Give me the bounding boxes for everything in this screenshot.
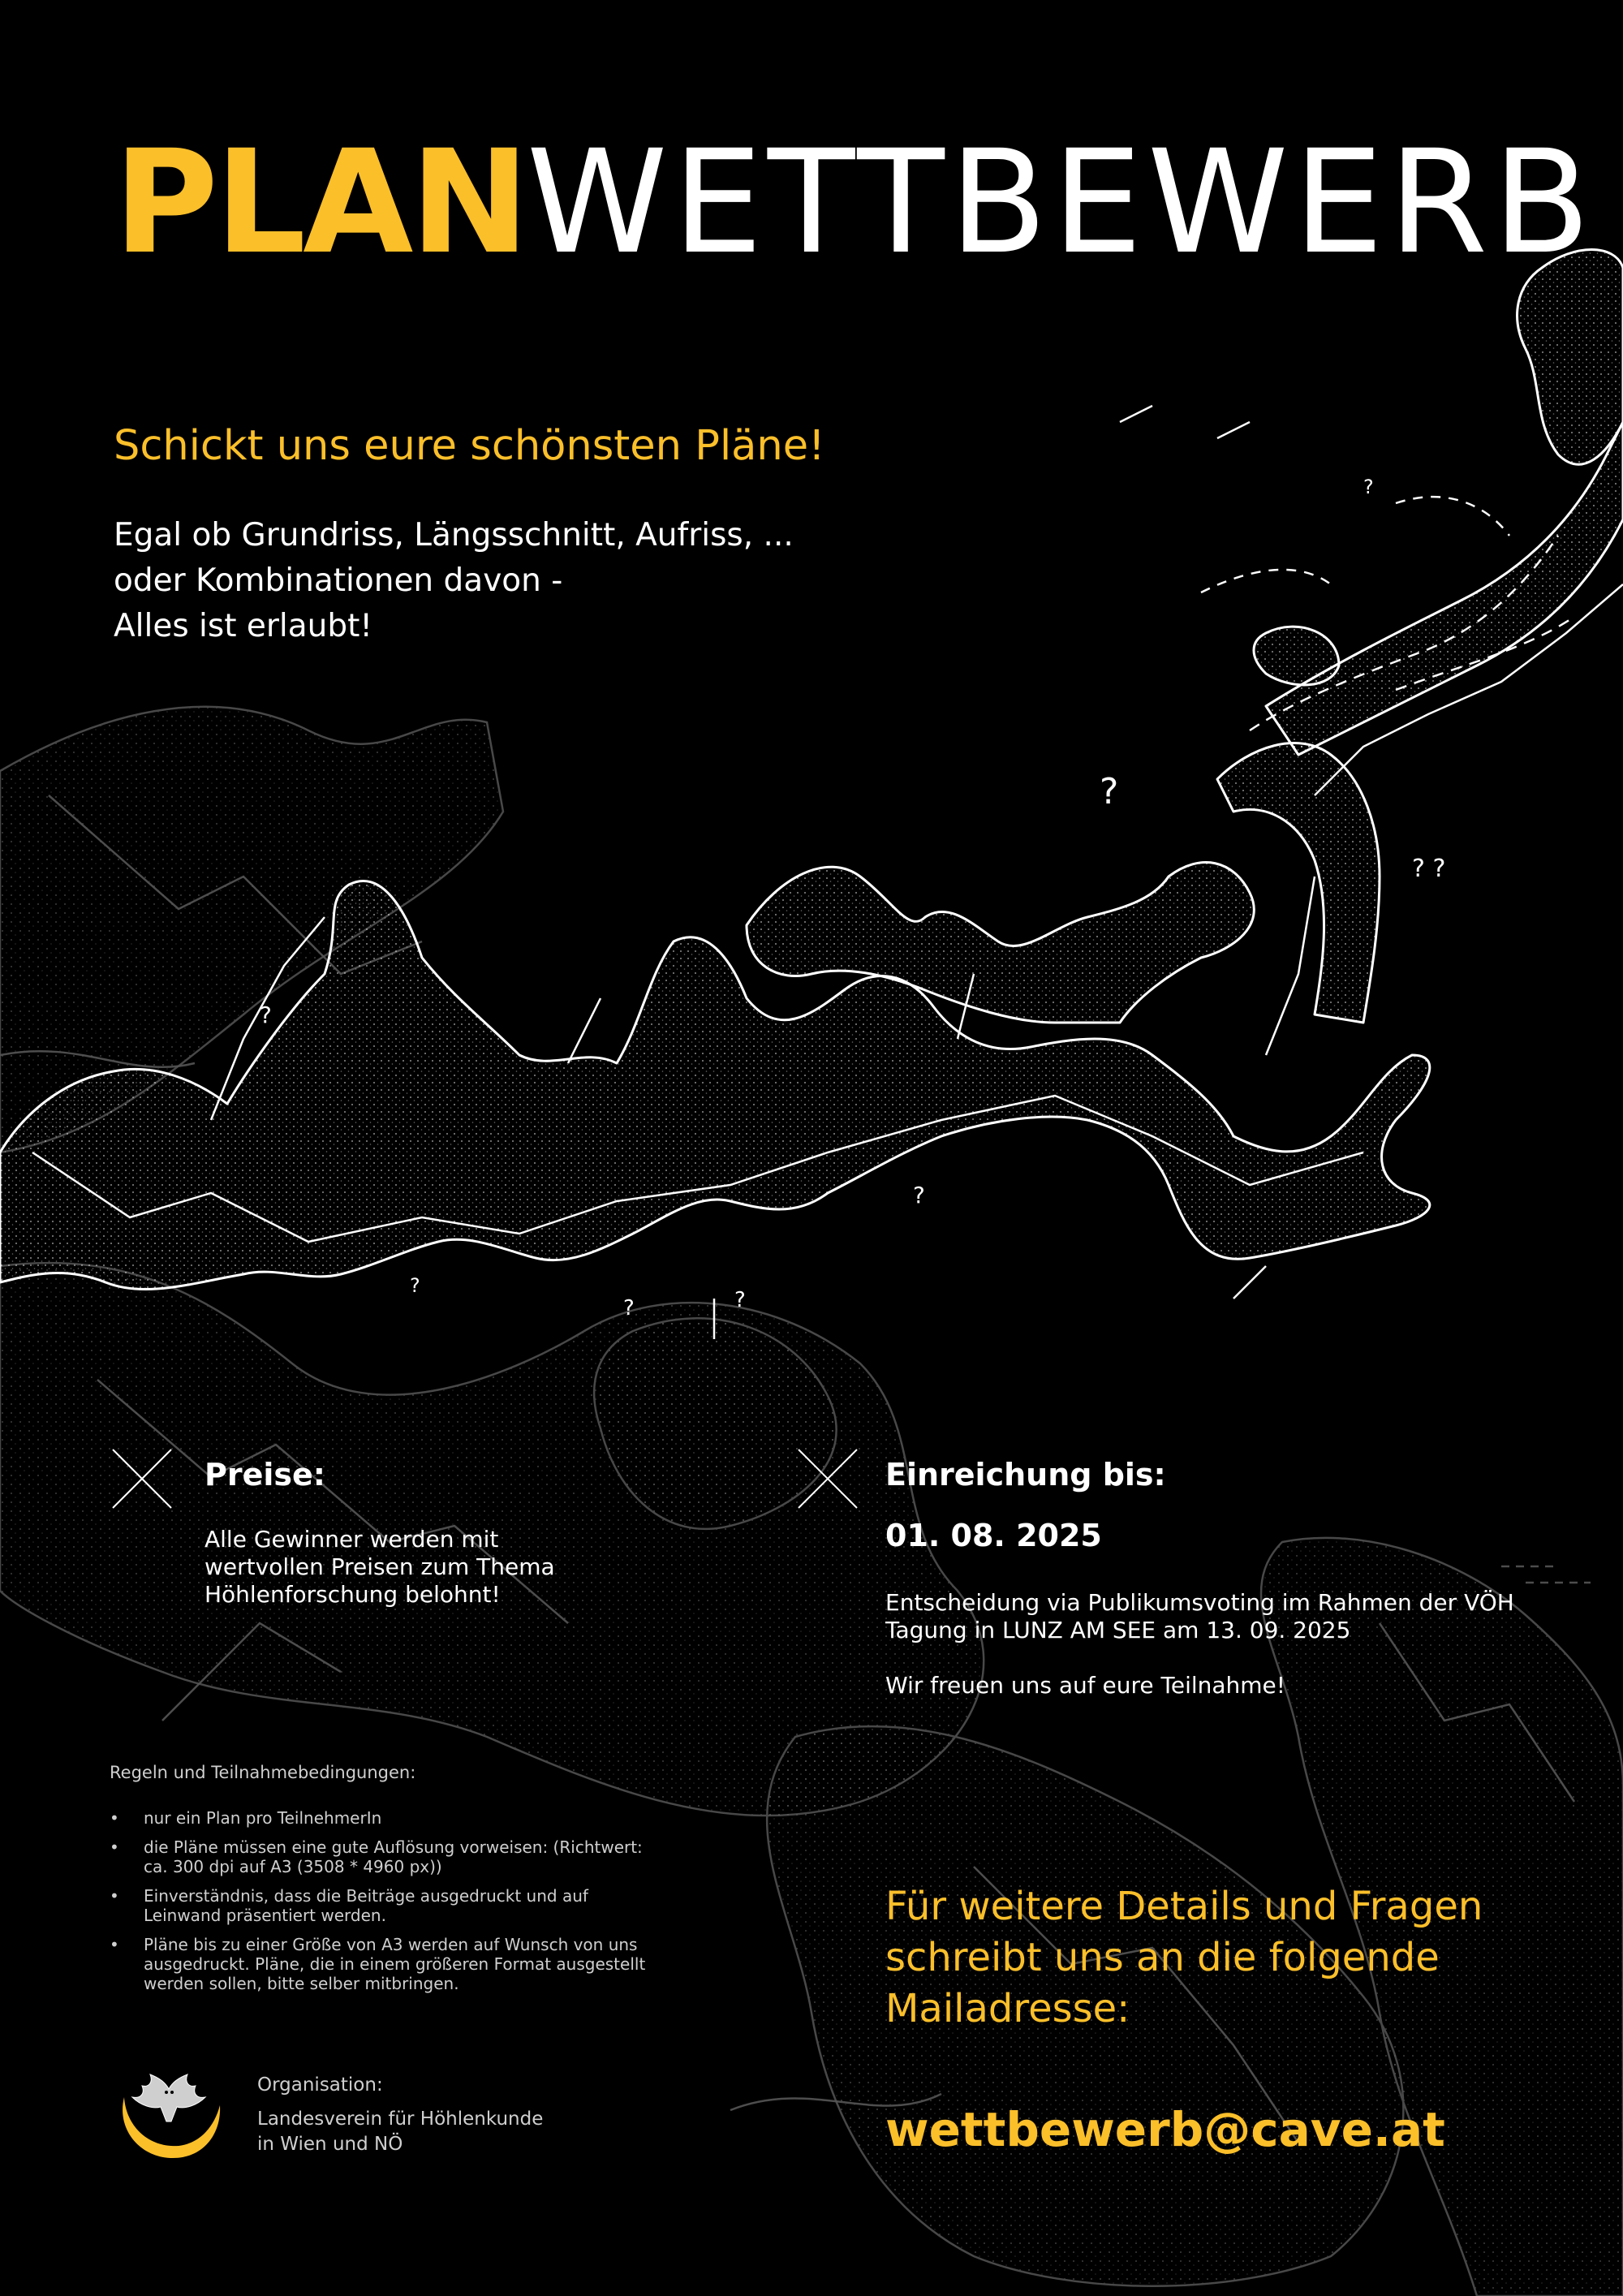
intro-text	[114, 513, 794, 649]
contact-text: Für weitere Details und Fragen schreibt uns an die folgende Mailadresse:	[885, 1884, 1483, 2031]
submission-heading: Einreichung bis:	[885, 1457, 1166, 1493]
list-item: • die Pläne müssen eine gute Auflösung vorweisen: (Richtwert: ca. 300 dpi auf A3 (3508 * 4960 px))	[110, 1837, 643, 1876]
title-wettbewerb: WETTBEWERB	[526, 119, 1596, 286]
svg-text:?: ?	[1363, 476, 1374, 498]
thanks-text: Wir freuen uns auf eure Teilnahme!	[885, 1672, 1286, 1699]
svg-text:?: ?	[260, 1002, 272, 1028]
bullet: •	[110, 1886, 119, 1906]
svg-text:?: ?	[913, 1182, 925, 1208]
poster-title	[114, 119, 1596, 286]
svg-text:?: ?	[1100, 771, 1119, 812]
contact-email[interactable]: wettbewerb@cave.at	[885, 2102, 1445, 2157]
organisation-name: Landesverein für Höhlenkunde in Wien und NÖ	[257, 2109, 544, 2155]
intro-line: Egal ob Grundriss, Längsschnitt, Aufriss, ...	[114, 517, 794, 554]
bat-moon-logo	[108, 2065, 230, 2162]
organisation-label: Organisation:	[257, 2074, 383, 2096]
title-plan: PLAN	[114, 119, 527, 286]
list-item: • Pläne bis zu einer Größe von A3 werden auf Wunsch von uns ausgedruckt. Pläne, die in einem größeren Format ausgestellt werden sollen, bitte selber mitbringen.	[110, 1935, 646, 1993]
intro-line: oder Kombinationen davon -	[114, 562, 563, 599]
prizes-text: Alle Gewinner werden mit wertvollen Preisen zum Thema Höhlenforschung belohnt!	[204, 1526, 555, 1608]
svg-text:? ?: ? ?	[1412, 855, 1446, 883]
bullet: •	[110, 1808, 119, 1828]
tagline: Schickt uns eure schönsten Pläne!	[114, 422, 825, 470]
svg-text:?: ?	[734, 1288, 746, 1312]
decision-text: Entscheidung via Publikumsvoting im Rahmen der VÖH Tagung in LUNZ AM SEE am 13. 09. 2025	[885, 1589, 1514, 1643]
x-cross-icon	[795, 1446, 860, 1511]
rules-list	[110, 1808, 661, 2003]
bullet: •	[110, 1935, 119, 1954]
list-item: • nur ein Plan pro TeilnehmerIn	[110, 1808, 382, 1828]
intro-line: Alles ist erlaubt!	[114, 608, 373, 644]
svg-text:?: ?	[410, 1274, 420, 1297]
rules-heading: Regeln und Teilnahmebedingungen:	[110, 1763, 416, 1782]
prizes-heading: Preise:	[204, 1457, 325, 1493]
svg-text:?: ?	[623, 1296, 635, 1320]
deadline-date: 01. 08. 2025	[885, 1518, 1102, 1553]
bullet: •	[110, 1837, 119, 1857]
list-item: • Einverständnis, dass die Beiträge ausgedruckt und auf Leinwand präsentiert werden.	[110, 1886, 588, 1925]
x-cross-icon	[110, 1446, 174, 1511]
